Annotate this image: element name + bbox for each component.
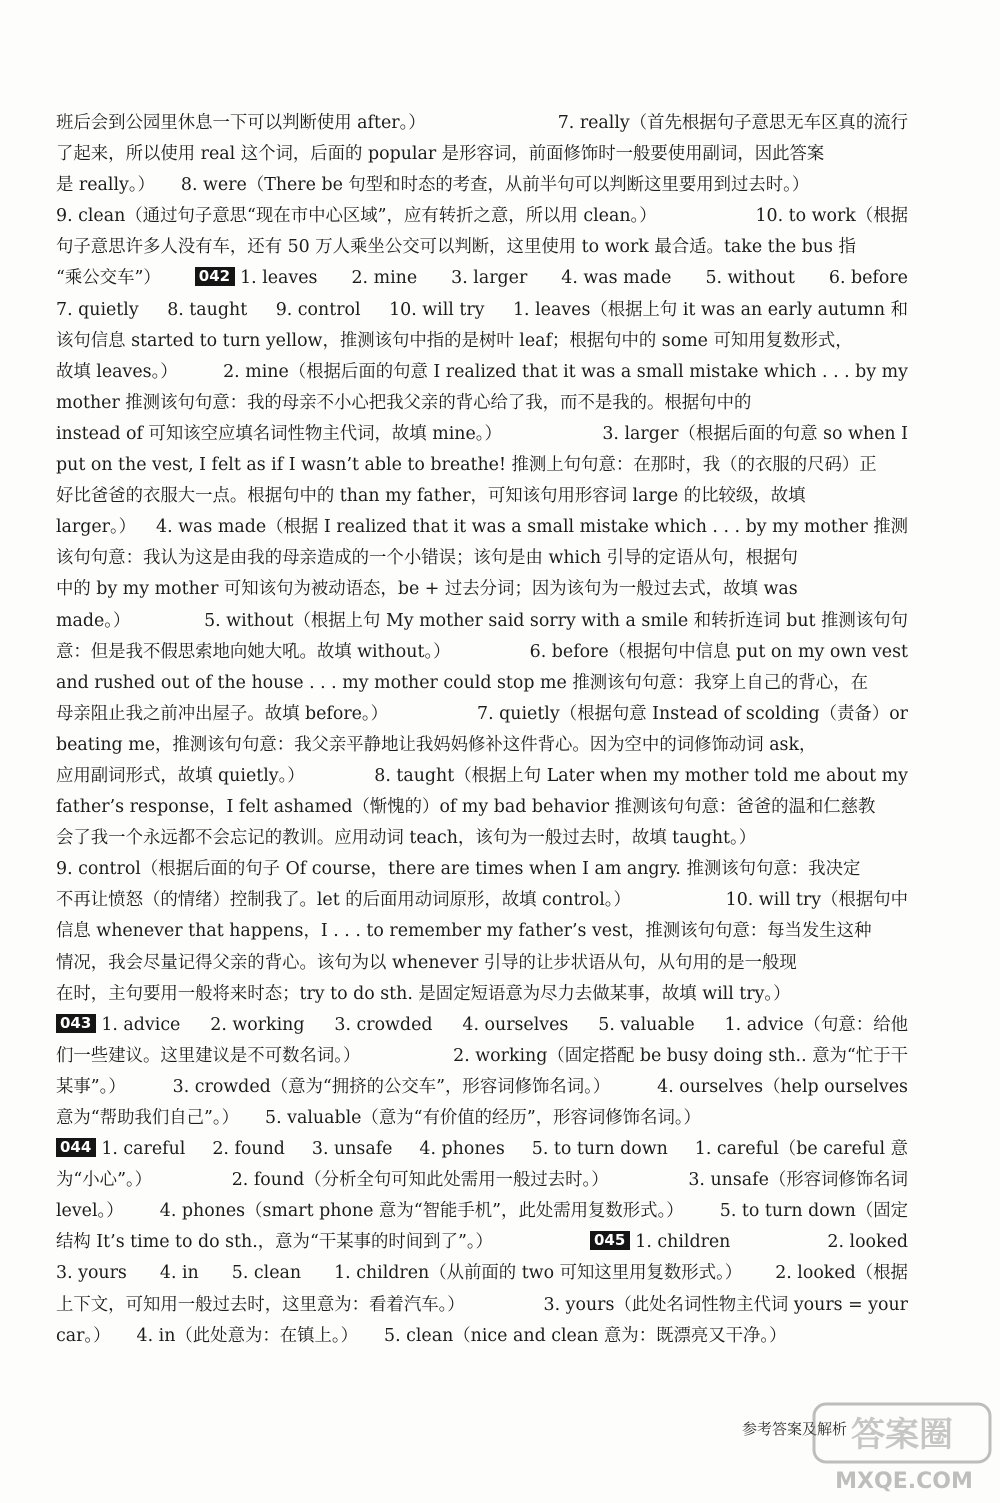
text-segment: 4. in（此处意为：在镇上。） <box>136 1325 358 1346</box>
text-segment: 1. advice <box>101 1014 181 1035</box>
text-line <box>56 201 908 232</box>
text-segment: 9. control <box>275 299 361 320</box>
text-segment: 4. ourselves（help ourselves <box>657 1076 908 1097</box>
text-segment: 10. to work（根据 <box>755 206 908 227</box>
text-line <box>56 792 908 823</box>
text-segment: 4. was made <box>561 268 672 289</box>
text-line <box>56 295 908 326</box>
text-segment: 7. really（首先根据句子意思无车区真的流行 <box>557 113 908 133</box>
text-segment: 6. before（根据句中信息 put on my own vest <box>529 641 908 662</box>
text-line <box>56 1258 908 1289</box>
text-line <box>56 1134 908 1165</box>
text-line <box>56 948 908 979</box>
text-segment: 班后会到公园里休息一下可以判断使用 after。） <box>56 113 426 133</box>
text-segment: larger。） <box>56 517 137 538</box>
text-segment: 10. will try <box>389 299 485 320</box>
text-segment: 10. will try（根据句中 <box>725 890 908 911</box>
text-segment: 1. children <box>635 1232 731 1253</box>
badge-group <box>56 1134 185 1165</box>
text-segment: 母亲阻止我之前冲出屋子。故填 before。） <box>56 703 389 724</box>
text-line <box>56 263 908 294</box>
text-segment: 9. control（根据后面的句子 Of course，there are times when I am angry. 推测该句句意：我决定 <box>56 859 861 880</box>
text-segment: 3. unsafe <box>311 1139 393 1160</box>
text-segment: 5. clean（nice and clean 意为：既漂亮又干净。） <box>384 1325 787 1346</box>
text-segment: 4. ourselves <box>462 1014 569 1035</box>
text-segment: 5. to turn down（固定 <box>719 1201 908 1222</box>
text-segment: put on the vest, I felt as if I wasn’t able to breathe! 推测上句句意：在那时，我（的衣服的尺码）正 <box>56 455 877 476</box>
text-segment: 5. valuable <box>598 1014 695 1035</box>
text-segment: 2. found <box>212 1139 285 1160</box>
text-segment: 2. working <box>210 1014 305 1035</box>
text-segment: 在时，主句要用一般将来时态；try to do sth. 是固定短语意为尽力去做某事，故填 will try。） <box>56 983 791 1004</box>
text-segment: 上下文，可知用一般过去时，这里意为：看着汽车。） <box>56 1294 465 1315</box>
exercise-number-badge: 045 <box>590 1231 630 1250</box>
text-segment: 2. looked（根据 <box>775 1263 908 1284</box>
text-segment: 意：但是我不假思索地向她大吼。故填 without。） <box>56 641 451 662</box>
text-segment: 应用副词形式，故填 quietly。） <box>56 765 305 786</box>
text-segment: 4. was made（根据 I realized that it was a small mistake which . . . by my mother 推测 <box>156 517 908 538</box>
text-segment: 某事”。） <box>56 1076 126 1097</box>
text-line <box>56 761 908 792</box>
text-segment: 8. taught（根据上句 Later when my mother told me about my <box>374 765 908 786</box>
text-line <box>56 637 908 668</box>
text-segment: 1. leaves（根据上句 it was an early autumn 和 <box>512 299 908 320</box>
text-line <box>56 512 908 543</box>
badge-group <box>590 1227 730 1258</box>
exercise-number-badge: 042 <box>195 267 235 286</box>
text-segment: 会了我一个永远都不会忘记的教训。应用动词 teach，该句为一般过去时，故填 taught。） <box>56 828 757 849</box>
watermark-logo-text: 答案圈 <box>851 1415 953 1455</box>
text-line <box>56 1227 908 1258</box>
text-segment: 7. quietly <box>56 299 139 320</box>
text-line <box>56 730 908 761</box>
text-segment: 3. larger <box>451 268 528 289</box>
text-line <box>56 388 908 419</box>
text-line <box>56 543 908 574</box>
text-line <box>56 481 908 512</box>
answer-key-body <box>56 108 908 1352</box>
text-line <box>56 1010 908 1041</box>
text-line <box>56 1290 908 1321</box>
text-segment: 了起来，所以使用 real 这个词，后面的 popular 是形容词，前面修饰时一般要使用副词，因此答案 <box>56 144 825 165</box>
text-segment: 1. leaves <box>240 268 318 289</box>
text-segment: and rushed out of the house . . . my mother could stop me 推测该句句意：我穿上自己的背心，在 <box>56 672 868 693</box>
text-segment: 好比爸爸的衣服大一点。根据句中的 than my father，可知该句用形容词 large 的比较级，故填 <box>56 486 806 507</box>
text-segment: 3. crowded（意为“拥挤的公交车”，形容词修饰名词。） <box>172 1076 611 1097</box>
text-segment: made。） <box>56 610 131 631</box>
text-segment: 2. found（分析全句可知此处需用一般过去时。） <box>231 1170 609 1191</box>
text-segment: 4. phones <box>419 1139 505 1160</box>
text-segment: 不再让愤怒（的情绪）控制我了。let 的后面用动词原形，故填 control。） <box>56 890 631 911</box>
text-line <box>56 574 908 605</box>
text-line <box>56 606 908 637</box>
text-line <box>56 1321 908 1352</box>
text-line <box>56 357 908 388</box>
text-segment: car。） <box>56 1325 111 1346</box>
text-segment: 为“小心”。） <box>56 1170 153 1191</box>
text-line <box>56 170 908 201</box>
text-segment: 该句信息 started to turn yellow，推测该句中指的是树叶 leaf；根据句中的 some 可知用复数形式， <box>56 330 853 351</box>
watermark-logo <box>812 1400 996 1496</box>
text-segment: 5. clean <box>231 1263 302 1284</box>
text-line <box>56 1072 908 1103</box>
text-segment: 3. crowded <box>334 1014 433 1035</box>
text-segment: 意为“帮助我们自己”。） <box>56 1108 239 1128</box>
badge-group <box>195 263 318 294</box>
text-segment: 1. advice（句意：给他 <box>724 1014 908 1035</box>
text-segment: father’s response，I felt ashamed（惭愧的）of my bad behavior 推测该句句意：爸爸的温和仁慈教 <box>56 797 876 818</box>
text-segment: 结构 It’s time to do sth.，意为“干某事的时间到了”。） <box>56 1232 493 1253</box>
exercise-number-badge: 044 <box>56 1138 96 1157</box>
text-segment: 3. yours <box>56 1263 127 1284</box>
text-segment: 4. phones（smart phone 意为“智能手机”，此处需用复数形式。） <box>159 1201 684 1222</box>
text-line <box>56 979 908 1010</box>
text-segment: 2. looked <box>827 1232 908 1253</box>
text-line <box>56 232 908 263</box>
text-line <box>56 699 908 730</box>
text-segment: 5. valuable（意为“有价值的经历”，形容词修饰名词。） <box>265 1108 701 1128</box>
text-segment: 1. children（从前面的 two 可知这里用复数形式。） <box>334 1263 743 1284</box>
watermark-url: MXQE.COM <box>835 1469 973 1494</box>
text-line <box>56 139 908 170</box>
text-segment: “乘公交车”） <box>56 268 161 289</box>
text-segment: 5. to turn down <box>531 1139 668 1160</box>
text-segment: 9. clean（通过句子意思“现在市中心区域”，应有转折之意，所以用 clean。） <box>56 206 657 227</box>
text-segment: mother 推测该句句意：我的母亲不小心把我父亲的背心给了我，而不是我的。根据句中的 <box>56 392 752 413</box>
exercise-number-badge: 043 <box>56 1014 96 1033</box>
text-segment: 3. yours（此处名词性物主代词 yours = your <box>543 1294 908 1315</box>
text-segment: 是 really。） <box>56 175 155 196</box>
text-line <box>56 108 908 139</box>
text-line <box>56 823 908 854</box>
text-line <box>56 854 908 885</box>
text-segment: 3. larger（根据后面的句意 so when I <box>602 423 908 444</box>
text-line <box>56 668 908 699</box>
text-segment: level。） <box>56 1201 124 1222</box>
text-line <box>56 419 908 450</box>
text-segment: 句子意思许多人没有车，还有 50 万人乘坐公交可以判断，这里使用 to work 最合适。take the bus 指 <box>56 237 856 258</box>
text-segment: 1. careful <box>101 1139 186 1160</box>
text-segment: 情况，我会尽量记得父亲的背心。该句为以 whenever 引导的让步状语从句，从句用的是一般现 <box>56 952 797 973</box>
footer-text: 参考答案及解析 <box>742 1420 848 1438</box>
text-segment: 1. careful（be careful 意 <box>694 1139 908 1160</box>
text-line <box>56 1041 908 1072</box>
badge-group <box>56 1010 180 1041</box>
text-segment: 2. mine（根据后面的句意 I realized that it was a small mistake which . . . by my <box>223 361 908 382</box>
text-line <box>56 1196 908 1227</box>
text-segment: 该句句意：我认为这是由我的母亲造成的一个小错误；该句是由 which 引导的定语从句，根据句 <box>56 548 798 569</box>
text-line <box>56 1165 908 1196</box>
text-segment: instead of 可知该空应填名词性物主代词，故填 mine。） <box>56 423 502 444</box>
text-segment: 故填 leaves。） <box>56 361 178 382</box>
text-line <box>56 1103 908 1134</box>
text-line <box>56 916 908 947</box>
text-line <box>56 885 908 916</box>
text-segment: 中的 by my mother 可知该句为被动语态，be + 过去分词；因为该句为一般过去式，故填 was <box>56 579 798 600</box>
text-segment: 7. quietly（根据句意 Instead of scolding（责备）or <box>477 703 908 724</box>
text-segment: 2. working（固定搭配 be busy doing sth.. 意为“忙于干 <box>453 1045 908 1066</box>
text-segment: beating me，推测该句句意：我父亲平静地让我妈妈修补这件背心。因为空中的词修饰动词 ask， <box>56 734 817 755</box>
text-segment: 信息 whenever that happens，I . . . to remember my father’s vest，推测该句句意：每当发生这种 <box>56 921 872 942</box>
text-segment: 2. mine <box>351 268 418 289</box>
text-segment: 们一些建议。这里建议是不可数名词。） <box>56 1045 361 1066</box>
text-segment: 8. taught <box>167 299 248 320</box>
text-segment: 6. before <box>828 268 908 289</box>
text-segment: 5. without <box>705 268 795 289</box>
text-line <box>56 326 908 357</box>
text-segment: 3. unsafe（形容词修饰名词 <box>688 1170 908 1191</box>
text-segment: 4. in <box>159 1263 199 1284</box>
text-line <box>56 450 908 481</box>
text-segment: 5. without（根据上句 My mother said sorry with a smile 和转折连词 but 推测该句句 <box>204 610 908 631</box>
text-segment: 8. were（There be 句型和时态的考查，从前半句可以判断这里要用到过去时。） <box>180 175 810 196</box>
